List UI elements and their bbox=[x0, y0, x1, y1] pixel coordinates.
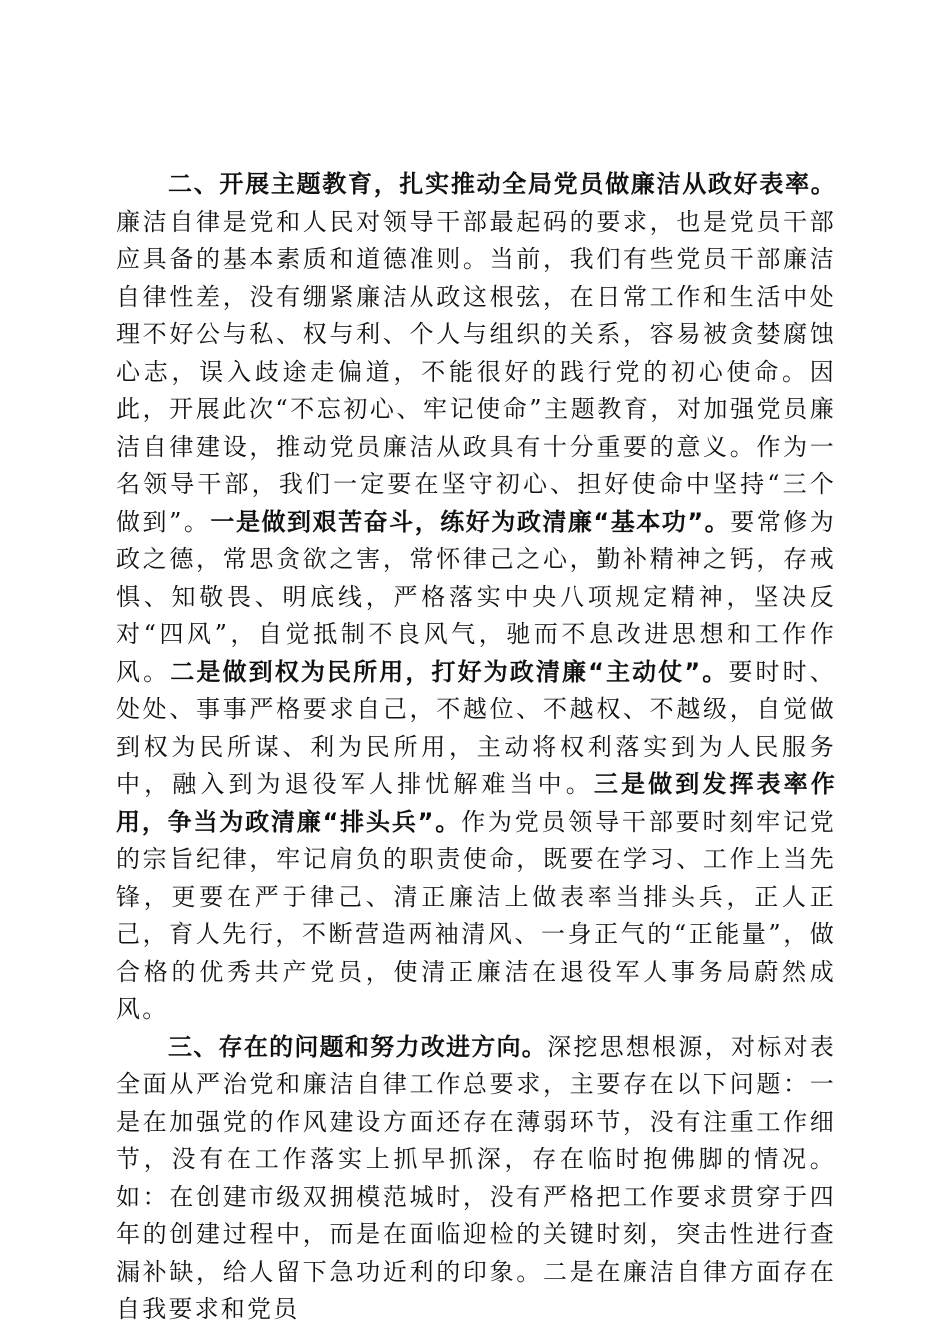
paragraph-section-2 bbox=[116, 166, 836, 1029]
section-2-intro: 廉洁自律是党和人民对领导干部最起码的要求，也是党员干部应具备的基本素质和道德准则。当前，我们有些党员干部廉洁自律性差，没有绷紧廉洁从政这根弦，在日常工作和生活中处理不好公与私、权与利、个人与组织的关系，容易被贪婪腐蚀心志，误入歧途走偏道，不能很好的践行党的初心使命。因此，开展此次“不忘初心、牢记使命”主题教育，对加强党员廉洁自律建设，推动党员廉洁从政具有十分重要的意义。作为一名领导干部，我们一定要在坚守初心、担好使命中坚持“三个做到”。 bbox=[116, 207, 836, 536]
point-3-text: 作为党员领导干部要时刻牢记党的宗旨纪律，牢记肩负的职责使命，既要在学习、工作上当先锋，更要在严于律己、清正廉洁上做表率当排头兵，正人正己，育人先行，不断营造两袖清风、一身正气的“正能量”，做合格的优秀共产党员，使清正廉洁在退役军人事务局蔚然成风。 bbox=[116, 807, 836, 1023]
point-2-bold: 二是做到权为民所用，打好为政清廉“主动仗”。 bbox=[170, 657, 729, 686]
point-3-bold: 三是做到发挥表率作用，争当为政清廉“排头兵”。 bbox=[116, 770, 836, 836]
paragraph-section-3 bbox=[116, 1029, 836, 1329]
point-1-text: 要常修为政之德，常思贪欲之害，常怀律己之心，勤补精神之钙，存戒惧、知敬畏、明底线，严格落实中央八项规定精神，坚决反对“四风”，自觉抵制不良风气，驰而不息改进思想和工作作风。 bbox=[116, 507, 836, 686]
point-1-bold: 一是做到艰苦奋斗，练好为政清廉“基本功”。 bbox=[210, 507, 731, 536]
section-3-heading: 三、存在的问题和努力改进方向。 bbox=[168, 1032, 548, 1061]
section-3-text: 深挖思想根源，对标对表全面从严治党和廉洁自律工作总要求，主要存在以下问题：一是在加强党的作风建设方面还存在薄弱环节，没有注重工作细节，没有在工作落实上抓早抓深，存在临时抱佛脚的情况。如：在创建市级双拥模范城时，没有严格把工作要求贯穿于四年的创建过程中，而是在面临迎检的关键时刻，突击性进行查漏补缺，给人留下急功近利的印象。二是在廉洁自律方面存在自我要求和党员 bbox=[116, 1032, 836, 1323]
document-body bbox=[116, 166, 836, 1329]
section-2-heading: 二、开展主题教育，扎实推动全局党员做廉洁从政好表率。 bbox=[168, 170, 836, 198]
point-2-text: 要时时、处处、事事严格要求自己，不越位、不越权、不越级，自觉做到权为民所谋、利为民所用，主动将权利落实到为人民服务中，融入到为退役军人排忧解难当中。 bbox=[116, 657, 836, 798]
